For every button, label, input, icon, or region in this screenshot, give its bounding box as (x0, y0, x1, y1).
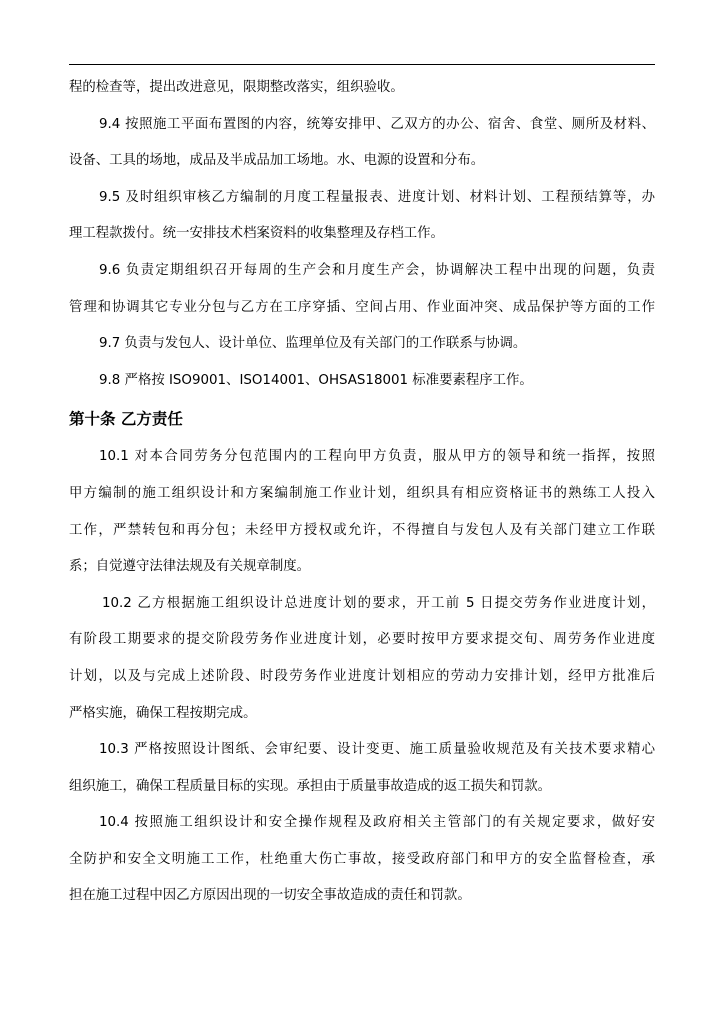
clause-10-3: 10.3 严格按照设计图纸、会审纪要、设计变更、施工质量验收规范及有关技术要求精心 (99, 742, 655, 758)
text-line: 理工程款拨付。统一安排技术档案资料的收集整理及存档工作。 (69, 226, 444, 242)
text-line: 计划，以及与完成上述阶段、时段劳务作业进度计划相应的劳动力安排计划，经甲方批准后 (69, 668, 655, 684)
clause-10-1: 10.1 对本合同劳务分包范围内的工程向甲方负责，服从甲方的领导和统一指挥，按照 (99, 449, 655, 465)
text-line: 有阶段工期要求的提交阶段劳务作业进度计划，必要时按甲方要求提交旬、周劳务作业进度 (69, 632, 655, 648)
clause-10-2: 10.2 乙方根据施工组织设计总进度计划的要求，开工前 5 日提交劳务作业进度计划， (102, 595, 655, 611)
text-line: 管理和协调其它专业分包与乙方在工序穿插、空间占用、作业面冲突、成品保护等方面的工作 (69, 299, 655, 315)
clause-9-5: 9.5 及时组织审核乙方编制的月度工程量报表、进度计划、材料计划、工程预结算等，办 (99, 189, 655, 205)
header-rule (69, 64, 655, 65)
clause-9-8: 9.8 严格按 ISO9001、ISO14001、OHSAS18001 标准要素程序工作。 (99, 372, 533, 388)
clause-9-7: 9.7 负责与发包人、设计单位、监理单位及有关部门的工作联系与协调。 (99, 336, 527, 352)
clause-10-4: 10.4 按照施工组织设计和安全操作规程及政府相关主管部门的有关规定要求，做好安 (99, 815, 655, 831)
clause-9-6: 9.6 负责定期组织召开每周的生产会和月度生产会，协调解决工程中出现的问题，负责 (99, 262, 655, 278)
text-line: 全防护和安全文明施工工作，杜绝重大伤亡事故，接受政府部门和甲方的安全监督检查，承 (69, 851, 655, 867)
clause-9-4: 9.4 按照施工平面布置图的内容，统筹安排甲、乙双方的办公、宿舍、食堂、厕所及材料、 (99, 116, 655, 132)
text-line: 设备、工具的场地，成品及半成品加工场地。水、电源的设置和分布。 (69, 153, 485, 169)
text-line: 组织施工，确保工程质量目标的实现。承担由于质量事故造成的返工损失和罚款。 (69, 778, 552, 794)
document-body (69, 70, 655, 915)
text-line: 工作，严禁转包和再分包；未经甲方授权或允许，不得擅自与发包人及有关部门建立工作联 (69, 522, 655, 538)
text-line: 严格实施，确保工程按期完成。 (69, 705, 257, 721)
text-line: 担在施工过程中因乙方原因出现的一切安全事故造成的责任和罚款。 (69, 888, 471, 904)
text-line: 程的检查等，提出改进意见，限期整改落实，组织验收。 (69, 80, 404, 95)
text-line: 甲方编制的施工组织设计和方案编制施工作业计划，组织具有相应资格证书的熟练工人投入 (69, 485, 655, 501)
section-heading: 第十条 乙方责任 (69, 410, 183, 429)
text-line: 系；自觉遵守法律法规及有关规章制度。 (69, 559, 311, 575)
